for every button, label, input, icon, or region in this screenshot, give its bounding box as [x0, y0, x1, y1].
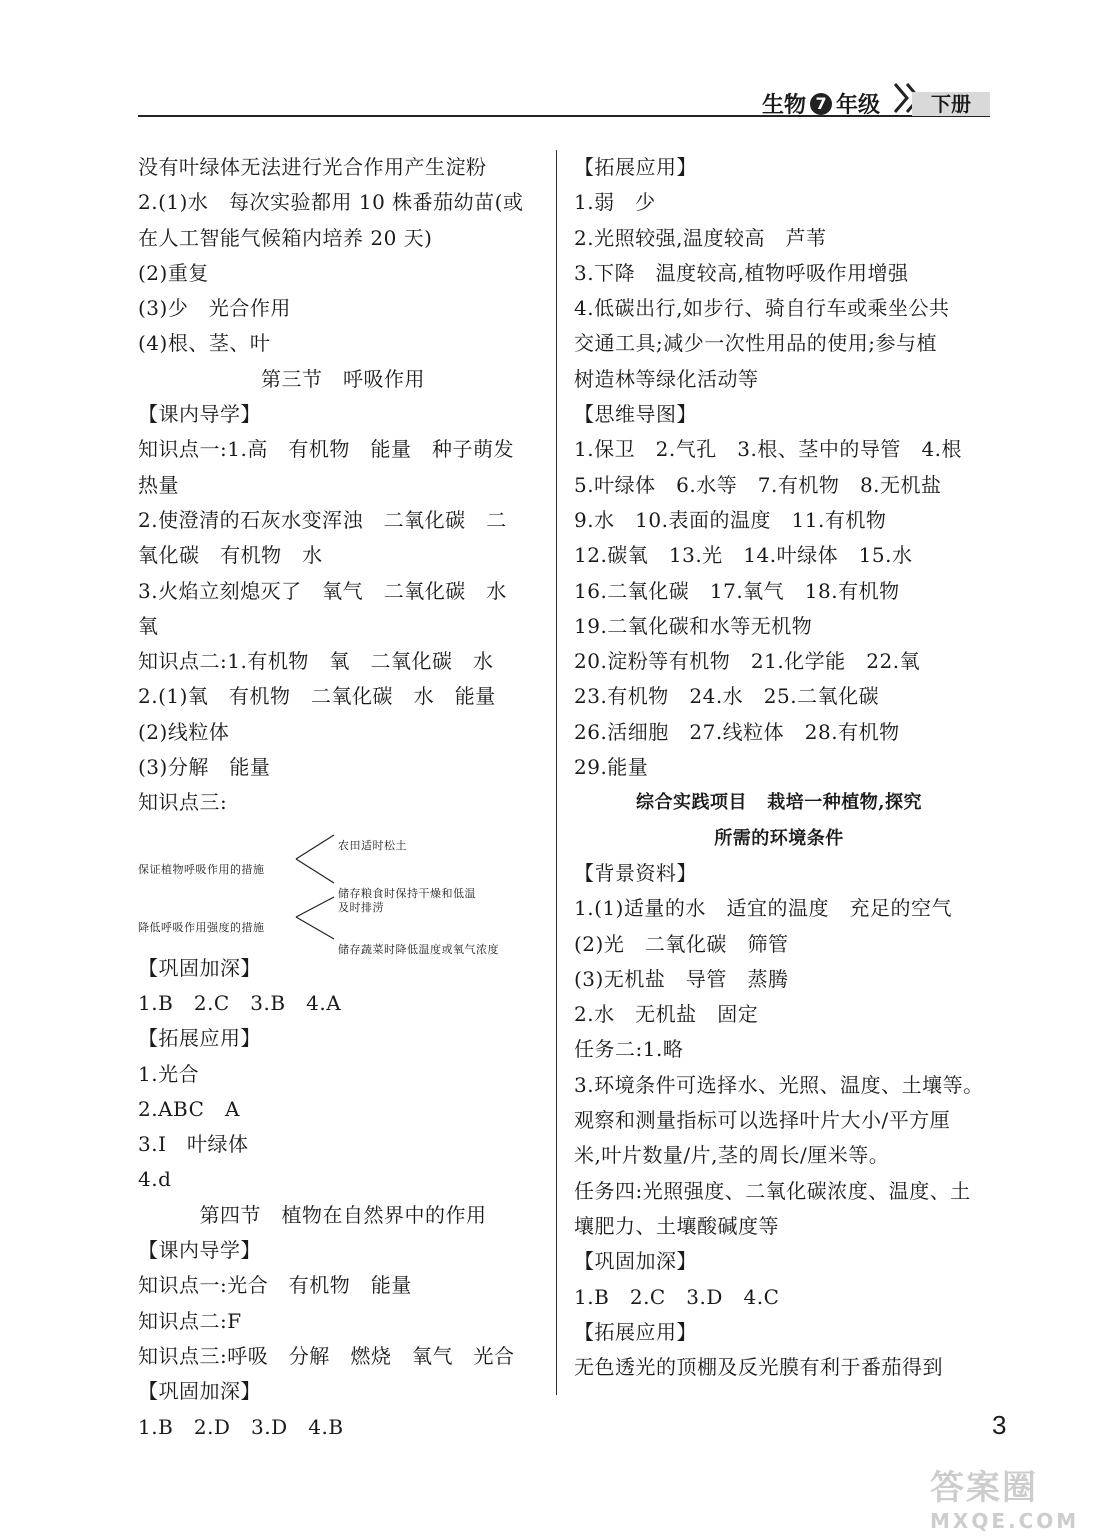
answer-line: 米,叶片数量/片,茎的周长/厘米等。 [574, 1143, 890, 1168]
connector-line [296, 897, 334, 917]
answer-line: 19.二氧化碳和水等无机物 [574, 613, 813, 638]
answer-line: 4.d [138, 1167, 172, 1192]
answer-line: 3.下降 温度较高,植物呼吸作用增强 [574, 260, 909, 285]
answer-line: 1.保卫 2.气孔 3.根、茎中的导管 4.根 [574, 437, 963, 462]
answer-line: 氧化碳 有机物 水 [138, 543, 323, 568]
page-number: 3 [992, 1410, 1007, 1440]
answer-line: (4)根、茎、叶 [138, 331, 271, 356]
answer-line: 没有叶绿体无法进行光合作用产生淀粉 [138, 155, 487, 179]
answer-line: 29.能量 [574, 755, 649, 780]
subject-label: 生物 [762, 93, 807, 118]
answer-line: 所需的环境条件 [714, 827, 844, 849]
answer-line: 5.叶绿体 6.水等 7.有机物 8.无机盐 [574, 472, 942, 497]
answer-line: 4.低碳出行,如步行、骑自行车或乘坐公共 [574, 296, 950, 321]
answer-line: 1.B 2.C 3.B 4.A [138, 990, 342, 1015]
answer-line: 氧 [138, 613, 159, 638]
answer-line: 知识点三: [138, 790, 228, 815]
answer-line: 热量 [138, 472, 179, 497]
answer-line: 1.B 2.C 3.D 4.C [574, 1284, 780, 1309]
diagram-label: 储存粮食时保持干燥和低温 [338, 886, 476, 900]
watermark [930, 1460, 1100, 1533]
diagram-label: 农田适时松土 [338, 838, 407, 852]
answer-line: 知识点二:1.有机物 氧 二氧化碳 水 [138, 649, 494, 674]
answer-line: 2.使澄清的石灰水变浑浊 二氧化碳 二 [138, 507, 507, 532]
diagram-label: 储存蔬菜时降低温度或氧气浓度 [338, 942, 499, 956]
answer-line: 无色透光的顶棚及反光膜有利于番茄得到 [574, 1355, 943, 1380]
answer-line: 知识点一:光合 有机物 能量 [138, 1273, 412, 1298]
volume-tag: 下册 [912, 92, 990, 116]
answer-line: 第三节 呼吸作用 [260, 366, 426, 391]
answer-line: (3)分解 能量 [138, 755, 271, 780]
answer-line: 【巩固加深】 [138, 955, 261, 980]
answer-line: 任务二:1.略 [574, 1037, 684, 1062]
answer-line: 【思维导图】 [574, 402, 697, 427]
answer-line: 【巩固加深】 [138, 1379, 261, 1404]
answer-line: 综合实践项目 栽培一种植物,探究 [635, 792, 923, 814]
answer-line: (2)光 二氧化碳 筛管 [574, 931, 789, 956]
answer-line: (3)无机盐 导管 蒸腾 [574, 966, 789, 991]
answer-line: 知识点二:F [138, 1308, 242, 1333]
connector-line [296, 835, 334, 859]
answer-line: 3.Ⅰ 叶绿体 [138, 1132, 249, 1157]
watermark-top: 答案圈 [930, 1468, 1038, 1508]
answer-line: 2.光照较强,温度较高 芦苇 [574, 225, 827, 250]
answer-line: 2.水 无机盐 固定 [574, 1002, 759, 1027]
answer-line: 在人工智能气候箱内培养 20 天) [138, 225, 433, 250]
answer-line: 16.二氧化碳 17.氧气 18.有机物 [574, 578, 900, 603]
left-column [138, 150, 548, 1445]
answer-line: (2)重复 [138, 260, 209, 285]
answer-line: 知识点三:呼吸 分解 燃烧 氧气 光合 [138, 1343, 515, 1368]
right-column [574, 150, 984, 1385]
diagram-label: 降低呼吸作用强度的措施 [138, 920, 265, 934]
answer-line: 2.ABC A [138, 1096, 240, 1121]
answer-line: 树造林等绿化活动等 [574, 366, 759, 391]
answer-line: 第四节 植物在自然界中的作用 [199, 1202, 487, 1227]
connector-line [296, 917, 334, 939]
respiration-measures-diagram [138, 821, 548, 956]
answer-line: 壤肥力、土壤酸碱度等 [574, 1213, 779, 1238]
answer-line: 观察和测量指标可以选择叶片大小/平方厘 [574, 1108, 951, 1133]
answer-line: (2)线粒体 [138, 719, 230, 744]
connector-line [296, 859, 334, 883]
header-title [762, 88, 880, 119]
answer-line: 1.(1)适量的水 适宜的温度 充足的空气 [574, 896, 953, 921]
answer-line: 1.弱 少 [574, 190, 656, 215]
answer-line: 2.(1)水 每次实验都用 10 株番茄幼苗(或 [138, 190, 524, 215]
answer-line: 【课内导学】 [138, 402, 261, 427]
answer-line: 【课内导学】 [138, 1238, 261, 1263]
answer-line: 23.有机物 24.水 25.二氧化碳 [574, 684, 880, 709]
answer-line: 3.火焰立刻熄灭了 氧气 二氧化碳 水 [138, 578, 507, 603]
answer-line: 【拓展应用】 [138, 1026, 261, 1051]
answer-line: 【背景资料】 [574, 860, 697, 885]
answer-line: 1.光合 [138, 1061, 200, 1086]
diagram-label: 保证植物呼吸作用的措施 [138, 862, 265, 876]
answer-line: 任务四:光照强度、二氧化碳浓度、温度、土 [574, 1178, 971, 1203]
answer-line: 20.淀粉等有机物 21.化学能 22.氧 [574, 649, 921, 674]
grade-badge: 7 [810, 93, 832, 115]
grade-label: 年级 [836, 93, 881, 118]
answer-line: 【拓展应用】 [574, 155, 697, 179]
answer-line: 【巩固加深】 [574, 1249, 697, 1274]
answer-line: 12.碳氧 13.光 14.叶绿体 15.水 [574, 543, 913, 568]
answer-line: 26.活细胞 27.线粒体 28.有机物 [574, 719, 900, 744]
answer-line: 1.B 2.D 3.D 4.B [138, 1414, 344, 1439]
watermark-bottom: MXQE.COM [930, 1509, 1080, 1533]
diagram-slot [138, 821, 548, 956]
answer-line: (3)少 光合作用 [138, 296, 291, 321]
answer-line: 9.水 10.表面的温度 11.有机物 [574, 507, 887, 532]
answer-line: 交通工具;减少一次性用品的使用;参与植 [574, 331, 937, 356]
answer-line: 【拓展应用】 [574, 1319, 697, 1344]
answer-line: 2.(1)氧 有机物 二氧化碳 水 能量 [138, 684, 496, 709]
answer-line: 知识点一:1.高 有机物 能量 种子萌发 [138, 437, 515, 462]
diagram-label: 及时排涝 [338, 900, 384, 914]
column-divider [556, 150, 557, 1395]
answer-line: 3.环境条件可选择水、光照、温度、土壤等。 [574, 1072, 984, 1097]
